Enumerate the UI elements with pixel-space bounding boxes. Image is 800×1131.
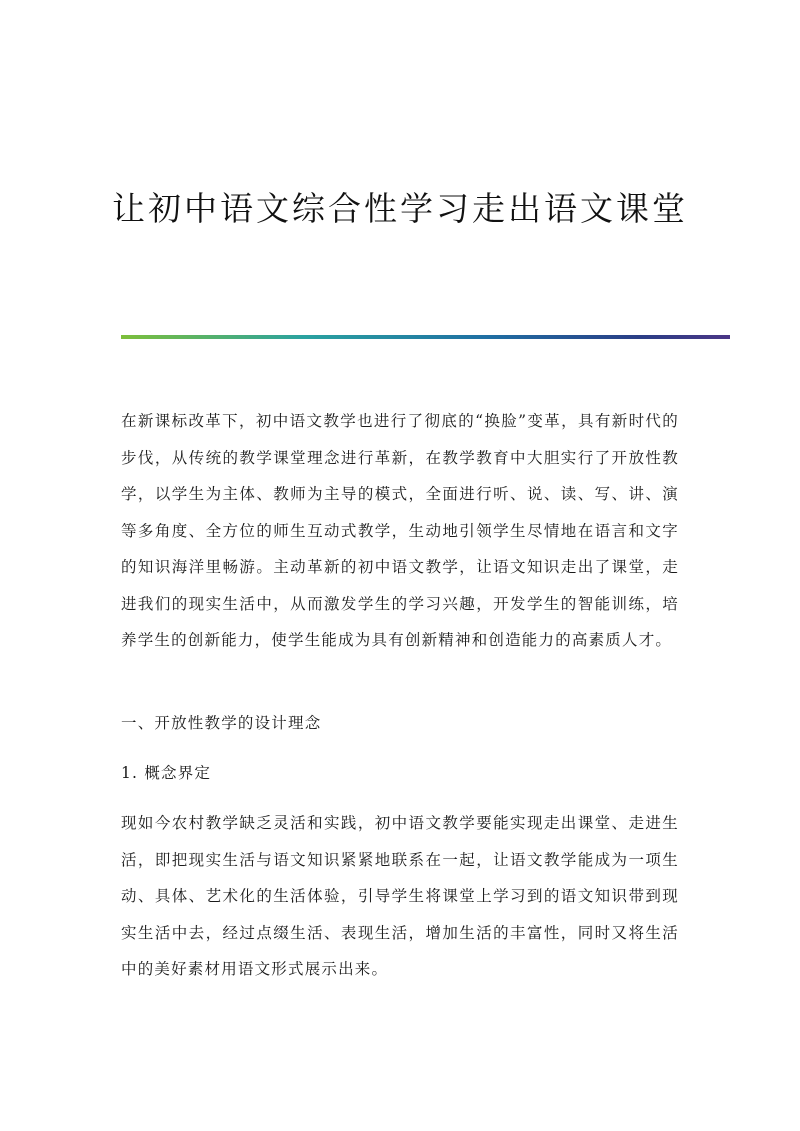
concept-paragraph: 现如今农村教学缺乏灵活和实践，初中语文教学要能实现走出课堂、走进生活，即把现实生活与语文知识紧紧地联系在一起，让语文教学能成为一项生动、具体、艺术化的生活体验，引导学生将课堂上学习到的语文知识带到现实生活中去，经过点缀生活、表现生活，增加生活的丰富性，同时又将生活中的美好素材用语文形式展示出来。	[121, 814, 679, 978]
subsection-heading: 1. 概念界定	[121, 764, 212, 782]
title-divider	[121, 335, 730, 339]
document-title: 让初中语文综合性学习走出语文课堂	[112, 189, 688, 228]
intro-paragraph: 在新课标改革下，初中语文教学也进行了彻底的“换脸”变革，具有新时代的步伐，从传统的教学课堂理念进行革新，在教学教育中大胆实行了开放性教学，以学生为主体、教师为主导的模式，全面进行听、说、读、写、讲、演等多角度、全方位的师生互动式教学，生动地引领学生尽情地在语言和文字的知识海洋里畅游。主动革新的初中语文教学，让语文知识走出了课堂，走进我们的现实生活中，从而激发学生的学习兴趣，开发学生的智能训练，培养学生的创新能力，使学生能成为具有创新精神和创造能力的高素质人才。	[121, 412, 679, 649]
section-heading: 一、开放性教学的设计理念	[121, 714, 322, 732]
